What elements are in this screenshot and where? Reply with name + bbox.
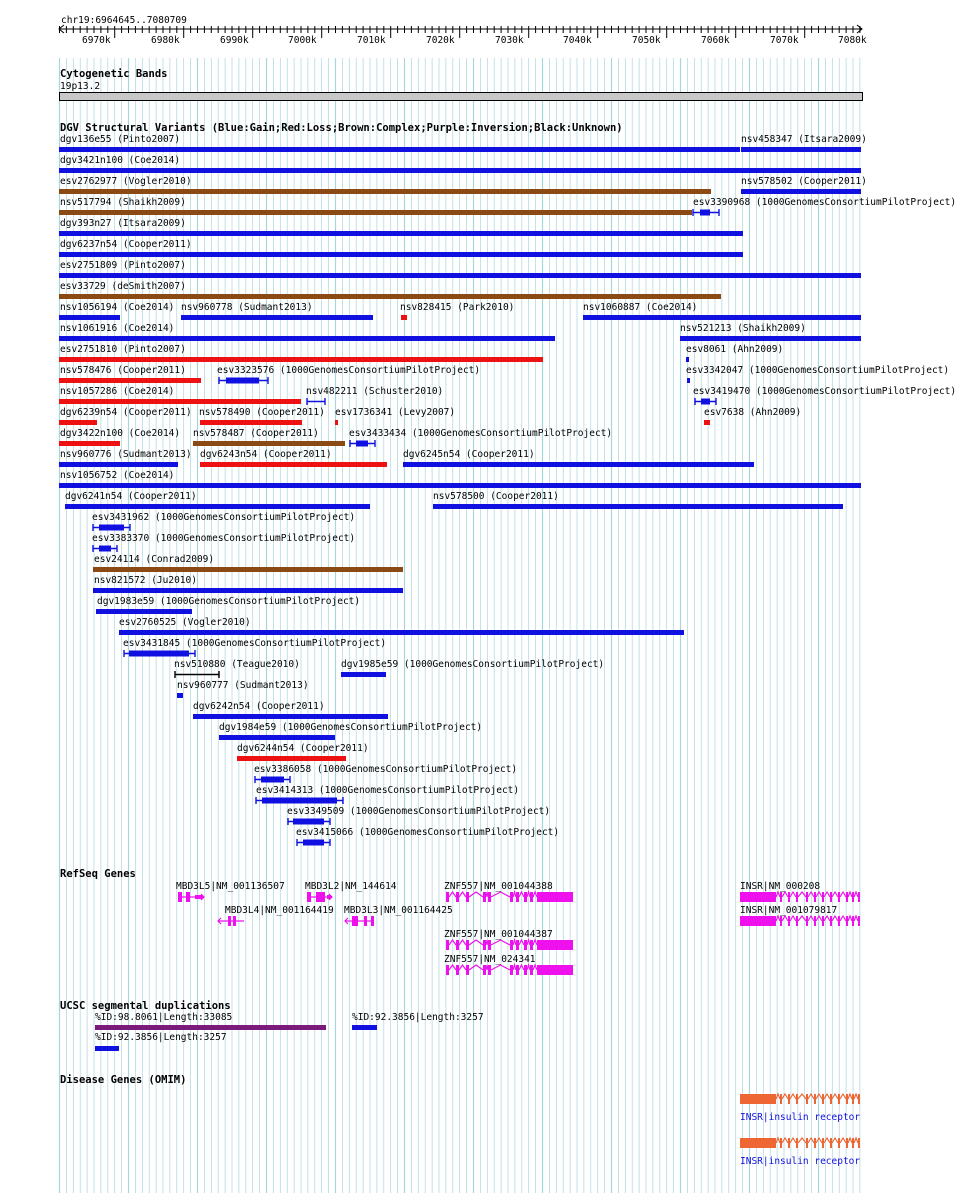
variant-label: nsv1061916 (Coe2014) — [60, 323, 175, 334]
gene-model[interactable] — [0, 939, 890, 953]
variant-bar[interactable] — [193, 714, 388, 719]
variant-bar[interactable] — [741, 147, 861, 152]
segdup-track-title: UCSC segmental duplications — [60, 1000, 231, 1012]
variant-bar[interactable] — [219, 735, 335, 740]
variant-label: esv2751810 (Pinto2007) — [60, 344, 186, 355]
variant-label: esv3433434 (1000GenomesConsortiumPilotProject) — [349, 428, 613, 439]
variant-label: nsv517794 (Shaikh2009) — [60, 197, 186, 208]
ruler-tick-label: 6970k — [82, 35, 111, 46]
segdup-label: %ID:98.8061|Length:33085 — [95, 1012, 233, 1023]
variant-label: nsv578490 (Cooper2011) — [199, 407, 325, 418]
variant-bar[interactable] — [65, 504, 370, 509]
variant-label: nsv578502 (Cooper2011) — [741, 176, 867, 187]
variant-label: esv3419470 (1000GenomesConsortiumPilotProject) — [693, 386, 956, 397]
segdup-label: %ID:92.3856|Length:3257 — [95, 1032, 227, 1043]
variant-bar[interactable] — [59, 168, 861, 173]
variant-label: esv3383370 (1000GenomesConsortiumPilotProject) — [92, 533, 356, 544]
variant-label: nsv578487 (Cooper2011) — [193, 428, 319, 439]
variant-bar[interactable] — [59, 420, 97, 425]
variant-bar[interactable] — [174, 670, 220, 679]
variant-bar[interactable] — [704, 420, 710, 425]
gene-model[interactable] — [0, 964, 890, 978]
variant-bar[interactable] — [59, 189, 711, 194]
variant-bar[interactable] — [59, 210, 692, 215]
variant-bar[interactable] — [93, 567, 403, 572]
gene-label: INSR|NM_001079817 — [740, 905, 838, 916]
cytoband-bar[interactable] — [59, 92, 863, 101]
variant-bar[interactable] — [59, 399, 301, 404]
variant-bar[interactable] — [200, 420, 302, 425]
variant-label: dgv136e55 (Pinto2007) — [60, 134, 181, 145]
variant-bar[interactable] — [59, 441, 120, 446]
variant-bar[interactable] — [92, 544, 118, 553]
gene-label: MBD3L5|NM_001136507 — [176, 881, 285, 892]
variant-label: nsv578476 (Cooper2011) — [60, 365, 186, 376]
gene-label: ZNF557|NM_001044388 — [444, 881, 553, 892]
variant-label: nsv1056194 (Coe2014) — [60, 302, 175, 313]
variant-bar[interactable] — [296, 838, 331, 847]
variant-bar[interactable] — [59, 483, 861, 488]
variant-label: dgv6241n54 (Cooper2011) — [65, 491, 197, 502]
variant-label: nsv482211 (Schuster2010) — [306, 386, 444, 397]
gene-label: MBD3L2|NM_144614 — [305, 881, 397, 892]
variant-label: esv2751809 (Pinto2007) — [60, 260, 186, 271]
variant-bar[interactable] — [59, 147, 740, 152]
ruler-tick-label: 7060k — [701, 35, 730, 46]
segdup-bar[interactable] — [352, 1025, 377, 1030]
variant-label: nsv960776 (Sudmant2013) — [60, 449, 192, 460]
segdup-bar[interactable] — [95, 1025, 326, 1030]
variant-bar[interactable] — [306, 397, 326, 406]
variant-bar[interactable] — [96, 609, 192, 614]
variant-label: esv3390968 (1000GenomesConsortiumPilotProject) — [693, 197, 956, 208]
variant-bar[interactable] — [119, 630, 684, 635]
variant-bar[interactable] — [59, 378, 201, 383]
variant-label: esv3342047 (1000GenomesConsortiumPilotProject) — [686, 365, 950, 376]
variant-label: esv3349509 (1000GenomesConsortiumPilotProject) — [287, 806, 551, 817]
variant-label: nsv578500 (Cooper2011) — [433, 491, 559, 502]
variant-label: nsv510880 (Teague2010) — [174, 659, 300, 670]
gene-label: MBD3L3|NM_001164425 — [344, 905, 453, 916]
variant-label: esv24114 (Conrad2009) — [94, 554, 215, 565]
variant-label: nsv1057286 (Coe2014) — [60, 386, 175, 397]
ruler-tick-label: 7040k — [563, 35, 592, 46]
variant-label: dgv1985e59 (1000GenomesConsortiumPilotProject) — [341, 659, 605, 670]
variant-label: esv3415066 (1000GenomesConsortiumPilotProject) — [296, 827, 560, 838]
variant-bar[interactable] — [181, 315, 373, 320]
ruler-tick-label: 6990k — [220, 35, 249, 46]
variant-bar[interactable] — [583, 315, 861, 320]
gene-label: MBD3L4|NM_001164419 — [225, 905, 334, 916]
cytoband-label: 19p13.2 — [60, 81, 101, 92]
ruler-tick-label: 7010k — [357, 35, 386, 46]
variant-label: nsv458347 (Itsara2009) — [741, 134, 867, 145]
refseq-track-title: RefSeq Genes — [60, 868, 136, 880]
variant-bar[interactable] — [694, 397, 717, 406]
variant-label: dgv6242n54 (Cooper2011) — [193, 701, 325, 712]
ruler-tick-label: 7000k — [288, 35, 317, 46]
variant-label: dgv1984e59 (1000GenomesConsortiumPilotProject) — [219, 722, 483, 733]
variant-label: esv1736341 (Levy2007) — [335, 407, 456, 418]
variant-label: esv3431845 (1000GenomesConsortiumPilotProject) — [123, 638, 387, 649]
variant-label: esv3431962 (1000GenomesConsortiumPilotProject) — [92, 512, 356, 523]
variant-label: nsv1056752 (Coe2014) — [60, 470, 175, 481]
variant-bar[interactable] — [218, 376, 269, 385]
ruler-tick-label: 6980k — [151, 35, 180, 46]
variant-bar[interactable] — [433, 504, 843, 509]
variant-bar[interactable] — [59, 231, 743, 236]
variant-bar[interactable] — [123, 649, 196, 658]
variant-bar[interactable] — [401, 315, 407, 320]
variant-bar[interactable] — [687, 378, 690, 383]
segdup-label: %ID:92.3856|Length:3257 — [352, 1012, 484, 1023]
variant-label: nsv521213 (Shaikh2009) — [680, 323, 806, 334]
variant-label: nsv960777 (Sudmant2013) — [177, 680, 309, 691]
gene-model[interactable] — [0, 915, 890, 929]
variant-bar[interactable] — [237, 756, 346, 761]
disease-label: INSR|insulin receptor — [740, 1156, 861, 1167]
variant-label: esv2762977 (Vogler2010) — [60, 176, 192, 187]
variant-bar[interactable] — [59, 315, 120, 320]
variant-label: dgv3421n100 (Coe2014) — [60, 155, 181, 166]
variant-bar[interactable] — [93, 588, 403, 593]
variant-bar[interactable] — [335, 420, 338, 425]
segdup-bar[interactable] — [95, 1046, 119, 1051]
variant-bar[interactable] — [59, 273, 861, 278]
variant-label: esv7638 (Ahn2009) — [704, 407, 802, 418]
variant-bar[interactable] — [741, 189, 861, 194]
variant-bar[interactable] — [692, 208, 720, 217]
gene-model[interactable] — [0, 891, 890, 905]
ruler-tick-label: 7020k — [426, 35, 455, 46]
variant-label: esv3386058 (1000GenomesConsortiumPilotProject) — [254, 764, 518, 775]
variant-bar[interactable] — [59, 462, 178, 467]
variant-bar[interactable] — [287, 817, 331, 826]
variant-label: dgv6237n54 (Cooper2011) — [60, 239, 192, 250]
ruler-tick-label: 7050k — [632, 35, 661, 46]
disease-gene-model[interactable] — [0, 1093, 890, 1107]
variant-bar[interactable] — [59, 336, 555, 341]
variant-bar[interactable] — [255, 796, 344, 805]
variant-bar[interactable] — [680, 336, 861, 341]
variant-bar[interactable] — [686, 357, 689, 362]
variant-label: esv3414313 (1000GenomesConsortiumPilotProject) — [256, 785, 520, 796]
ruler-tick-label: 7080k — [838, 35, 867, 46]
ruler-tick-label: 7030k — [495, 35, 524, 46]
variant-bar[interactable] — [193, 441, 345, 446]
variant-label: esv8061 (Ahn2009) — [686, 344, 784, 355]
variant-bar[interactable] — [59, 357, 543, 362]
variant-bar[interactable] — [349, 439, 376, 448]
gene-label: ZNF557|NM_001044387 — [444, 929, 553, 940]
variant-label: dgv3422n100 (Coe2014) — [60, 428, 181, 439]
variant-label: dgv6243n54 (Cooper2011) — [200, 449, 332, 460]
omim-track-title: Disease Genes (OMIM) — [60, 1074, 187, 1086]
variant-label: dgv6245n54 (Cooper2011) — [403, 449, 535, 460]
cytoband-track-title: Cytogenetic Bands — [60, 68, 168, 80]
variant-bar[interactable] — [59, 252, 743, 257]
variant-bar[interactable] — [403, 462, 754, 467]
gene-label: INSR|NM_000208 — [740, 881, 821, 892]
dgv-track-title: DGV Structural Variants (Blue:Gain;Red:Loss;Brown:Complex;Purple:Inversion;Black:Unknown) — [60, 122, 623, 134]
gene-label: ZNF557|NM_024341 — [444, 954, 536, 965]
disease-gene-model[interactable] — [0, 1137, 890, 1151]
variant-label: esv33729 (deSmith2007) — [60, 281, 186, 292]
variant-bar[interactable] — [254, 775, 291, 784]
variant-label: esv3323576 (1000GenomesConsortiumPilotProject) — [217, 365, 481, 376]
variant-label: esv2760525 (Vogler2010) — [119, 617, 251, 628]
variant-label: nsv821572 (Ju2010) — [94, 575, 197, 586]
variant-bar[interactable] — [200, 462, 387, 467]
ruler-tick-label: 7070k — [770, 35, 799, 46]
variant-label: nsv960778 (Sudmant2013) — [181, 302, 313, 313]
ruler-range-label: chr19:6964645..7080709 — [61, 15, 187, 26]
variant-bar[interactable] — [177, 693, 183, 698]
variant-label: dgv6244n54 (Cooper2011) — [237, 743, 369, 754]
variant-label: nsv828415 (Park2010) — [400, 302, 515, 313]
variant-bar[interactable] — [341, 672, 386, 677]
disease-label: INSR|insulin receptor — [740, 1112, 861, 1123]
variant-bar[interactable] — [92, 523, 131, 532]
variant-label: dgv1983e59 (1000GenomesConsortiumPilotProject) — [97, 596, 361, 607]
variant-label: dgv393n27 (Itsara2009) — [60, 218, 186, 229]
variant-bar[interactable] — [59, 294, 721, 299]
variant-label: dgv6239n54 (Cooper2011) — [60, 407, 192, 418]
variant-label: nsv1060887 (Coe2014) — [583, 302, 698, 313]
